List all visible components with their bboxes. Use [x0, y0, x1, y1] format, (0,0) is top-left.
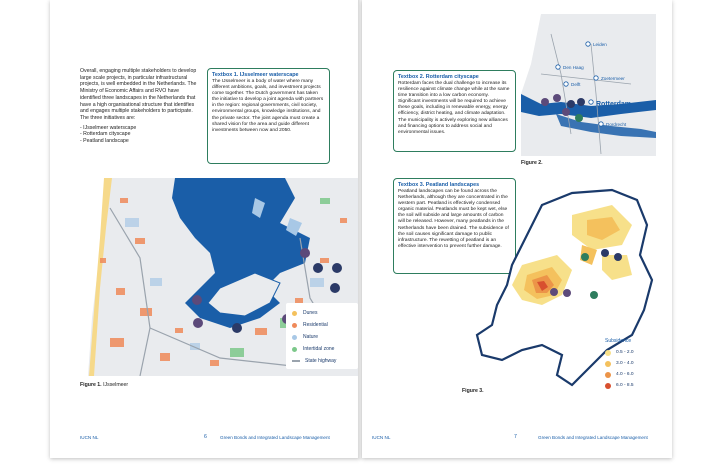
subsidence-legend: [605, 338, 634, 391]
swatch-icon: [605, 383, 611, 389]
textbox-title: Textbox 2. Rotterdam cityscape: [398, 74, 479, 80]
map-legend: [286, 303, 358, 369]
swatch-icon: [605, 361, 611, 367]
intro-text: Overall, engaging multiple stakeholders to develop large scale projects, in particular infrastructural projects, is well embedded in the Netherlands. The Ministry of Economic Affairs and RVO have identified three landscapes in the Netherlands that have a high organisational structure that identifies and engages multiple stakeholders to participate. The three initiatives are:: [80, 68, 197, 121]
dunes-swatch-icon: [292, 311, 297, 316]
intro-paragraph: [80, 68, 200, 145]
figure-title: IJsselmeer: [103, 382, 129, 388]
subsidence-label: 6.0 - 8.5: [616, 383, 634, 388]
legend-label: State highway: [305, 358, 337, 364]
figure-label: Figure 1.: [80, 382, 102, 388]
textbox-ijsselmeer: [207, 68, 330, 164]
map-label: Leiden: [593, 42, 607, 47]
legend-item-dunes: [292, 307, 352, 319]
figure-1-caption: [80, 382, 128, 388]
figure-2-caption: Figure 2.: [521, 160, 543, 166]
highway-swatch-icon: [292, 360, 300, 362]
legend-label: Dunes: [303, 310, 318, 316]
subsidence-item: [605, 358, 634, 369]
legend-item-highway: [292, 355, 352, 367]
map-label: Zoetermeer: [601, 76, 625, 81]
subsidence-title: Subsidence: [605, 338, 632, 344]
legend-item-residential: [292, 319, 352, 331]
subsidence-label: 4.0 - 6.0: [616, 372, 634, 377]
figure-3-caption: Figure 3.: [462, 388, 484, 394]
list-item: - Rotterdam cityscape: [80, 131, 131, 138]
legend-label: Nature: [303, 334, 319, 340]
textbox-body: Peatland landscapes can be found across the Netherlands, although they are concentrated in the western part. Peatland is effectively condensed organic material. Peatlands must be kept wet, else the soil will subside and large amounts of carbon will be released. However, many peatlands in the Netherlands have been drained. The subsidence of the soil causes significant damage to public infrastructure. The rewetting of peatland is an effective intervention to prevent further damage.: [398, 189, 509, 249]
right-page: [362, 0, 672, 458]
textbox-body: The IJsselmeer is a body of water where many different ambitions, goals, and investment projects come together. The Dutch government has taken the initiative to develop a joint agenda with partners in the region: regional governments, civil society, environmental groups, knowledge institutions, and the private sector. The joint agenda must create a shared vision for the area and guide different investments between now and 2050.: [212, 79, 324, 133]
map-label: Dordrecht: [606, 122, 627, 127]
footer-title: Green Bonds and Integrated Landscape Management: [538, 435, 648, 440]
legend-item-intertidal: [292, 343, 352, 355]
list-item: - Peatland landscape: [80, 138, 129, 145]
subsidence-label: 0.5 - 2.0: [616, 350, 634, 355]
legend-item-nature: [292, 331, 352, 343]
textbox-title: Textbox 3. Peatland landscapes: [398, 182, 480, 188]
page-number: 7: [514, 434, 517, 440]
swatch-icon: [605, 350, 611, 356]
map-label: Rotterdam: [596, 101, 632, 108]
legend-label: Residential: [303, 322, 328, 328]
textbox-rotterdam: [393, 70, 516, 152]
swatch-icon: [605, 372, 611, 378]
footer-org: IUCN NL: [372, 435, 391, 440]
list-item: - IJsselmeer waterscape: [80, 124, 137, 131]
nature-swatch-icon: [292, 335, 297, 340]
subsidence-label: 3.0 - 4.0: [616, 361, 634, 366]
map-label: Den Haag: [563, 65, 584, 70]
map-label: Delft: [571, 82, 581, 87]
footer-org: IUCN NL: [80, 435, 99, 440]
residential-swatch-icon: [292, 323, 297, 328]
subsidence-item: [605, 347, 634, 358]
footer-title: Green Bonds and Integrated Landscape Management: [220, 435, 330, 440]
textbox-body: Rotterdam faces the dual challenge to increase its resilience against climate change while at the same time transition into a low carbon economy. Significant investments will be required to achieve these goals, including in renewable energy, energy efficiency, district heating, and climate adaptation. The municipality is actively exploring new alliances and financing options to address social and environmental issues.: [398, 81, 510, 135]
textbox-title: Textbox 1. IJsselmeer waterscape: [212, 72, 299, 78]
subsidence-item: [605, 369, 634, 380]
page-number: 6: [204, 434, 207, 440]
left-page: [50, 0, 360, 458]
rotterdam-map: [521, 14, 656, 156]
intertidal-swatch-icon: [292, 347, 297, 352]
legend-label: Intertidal zone: [303, 346, 335, 352]
initiatives-list: [80, 125, 200, 145]
subsidence-item: [605, 380, 634, 391]
